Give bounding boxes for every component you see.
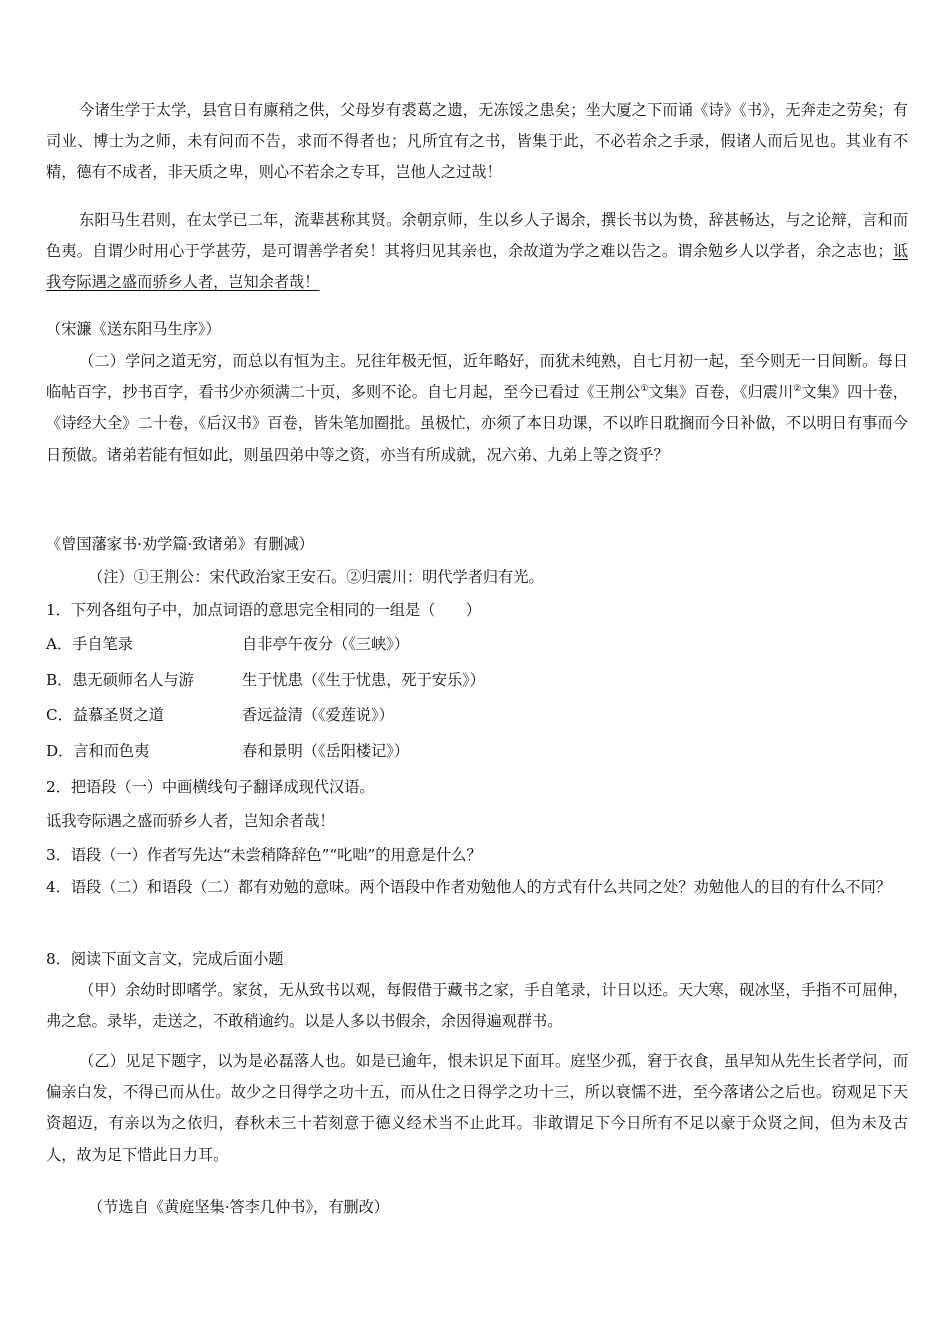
question-4: 4．语段（二）和语段（二）都有劝勉的意味。两个语段中作者劝勉他人的方式有什么共同之处？劝勉他人的目的有什么不同？ [46, 878, 891, 896]
question-3: 3．语段（一）作者写先达“未尝稍降辞色”“叱咄”的用意是什么？ [46, 846, 482, 864]
footnote-marker-1: ① [640, 384, 649, 395]
option-a-right: 自非亭午夜分（《三峡》） [242, 635, 410, 653]
option-d [46, 739, 646, 763]
passage2-paragraph [46, 346, 908, 471]
question-2-sentence: 诋我夸际遇之盛而骄乡人者，岂知余者哉！ [46, 812, 335, 830]
question-1: 1．下列各组句子中，加点词语的意思完全相同的一组是（ ） [46, 601, 481, 619]
q8-source: （节选自《黄庭坚集·答李几仲书》，有删改） [88, 1198, 389, 1216]
option-a [46, 632, 646, 656]
option-b-left: B．患无硕师名人与游 [46, 671, 194, 689]
passage2-text-1: （二）学问之道无穷，而总以有恒为主。兄往年极无恒，近年略好，而犹未纯熟，自七月初一起，至今则无一日间断。每日临帖百字，抄书百字，看书少亦须满二十页，多则不论。自七月起，至今已看过《王荆公 [46, 352, 908, 402]
q8-passage-jia: （甲）余幼时即嗜学。家贫，无从致书以观，每假借于藏书之家，手自笔录，计日以还。天大寒，砚冰坚，手指不可屈伸，弗之怠。录毕，走送之，不敢稍逾约。以是人多以书假余，余因得遍观群书。 [46, 981, 908, 1031]
option-c [46, 703, 646, 727]
option-c-right: 香远益清（《爱莲说》） [242, 706, 394, 724]
passage1-source: （宋濂《送东阳马生序》） [46, 320, 221, 338]
option-d-right: 春和景明（《岳阳楼记》） [242, 742, 410, 760]
passage1-paragraph2-text: 东阳马生君则，在太学已二年，流辈甚称其贤。余朝京师，生以乡人子谒余，撰长书以为贽，辞甚畅达，与之论辩，言和而色夷。自谓少时用心于学甚劳，是可谓善学者矣！其将归见其亲也，余故道为学之难以告之。谓余勉乡人以学者，余之志也； [46, 211, 908, 261]
q8-passage-yi: （乙）见足下题字，以为是必磊落人也。如是已逾年，恨未识足下面耳。庭坚少孤，窘于衣食，虽早知从先生长者学问，而偏亲白发，不得已而从仕。故少之日得学之功十五，而从仕之日得学之功十三，所以衰懦不进，至今落诸公之后也。窃观足下天资超迈，有亲以为之依归，春秋未三十若刻意于德义经术当不止此耳。非敢谓足下今日所有不足以豪于众贤之间，但为未及古人，故为足下惜此日力耳。 [46, 1052, 908, 1164]
option-a-left: A．手自笔录 [46, 635, 133, 653]
question-8-title: 8．阅读下面文言文，完成后面小题 [46, 950, 284, 968]
option-c-left: C．益慕圣贤之道 [46, 706, 164, 724]
passage1-paragraph2 [46, 205, 908, 299]
passage2-note: （注）①王荆公：宋代政治家王安石。②归震川：明代学者归有光。 [88, 568, 544, 586]
passage2-text-2: 文集》百卷，《归震川 [648, 383, 794, 402]
option-b [46, 668, 646, 692]
question-2: 2．把语段（一）中画横线句子翻译成现代汉语。 [46, 778, 375, 796]
passage2-source: 《曾国藩家书·劝学篇·致诸弟》有删减） [46, 535, 314, 553]
passage2-text-3: 文集》四十卷，《诗经大全》二十卷，《后汉书》百卷，皆朱笔加圈批。虽极忙，亦须了本日功课，不以昨日耽搁而今日补做，不以明日有事而今日预做。诸弟若能有恒如此，则虽四弟中等之资，亦当有所成就，况六弟、九弟上等之资乎？ [46, 383, 908, 464]
footnote-marker-2: ② [793, 384, 802, 395]
underlined-sentence: 诋我夸际遇之盛而骄乡人者，岂知余者哉！ [46, 242, 909, 292]
passage1-paragraph1: 今诸生学于太学，县官日有廪稍之供，父母岁有裘葛之遗，无冻馁之患矣；坐大厦之下而诵《诗》《书》，无奔走之劳矣；有司业、博士为之师，未有问而不告，求而不得者也；凡所宜有之书，皆集于此，不必若余之手录，假诸人而后见也。其业有不精，德有不成者，非天质之卑，则心不若余之专耳，岂他人之过哉！ [46, 101, 908, 182]
option-d-left: D．言和而色夷 [46, 742, 150, 760]
option-b-right: 生于忧患（《生于忧患，死于安乐》） [242, 671, 485, 689]
